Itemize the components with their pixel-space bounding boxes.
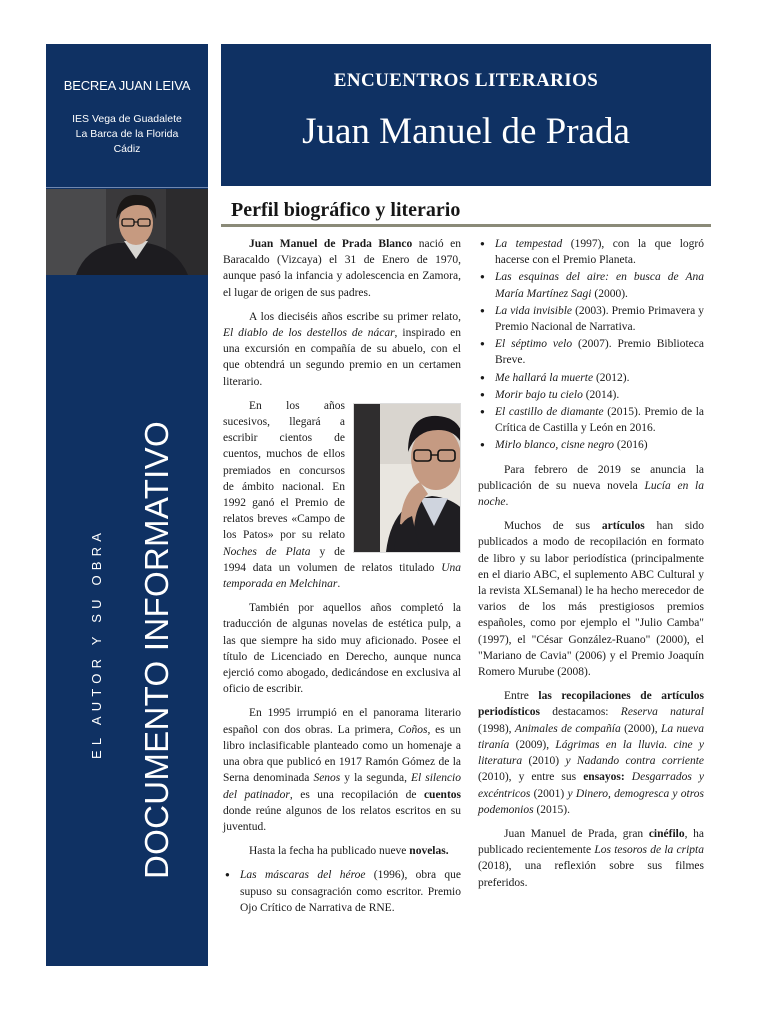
text-span: destacamos: bbox=[539, 706, 621, 719]
paragraph-short-stories bbox=[223, 398, 461, 592]
school-name: IES Vega de Guadalete bbox=[72, 113, 182, 125]
right-column bbox=[478, 236, 704, 899]
document-subject-vertical: EL AUTOR Y SU OBRA bbox=[89, 527, 104, 759]
text-span: (2016) bbox=[614, 439, 648, 452]
text-span: Entre bbox=[504, 690, 539, 703]
work-title: Mirlo blanco, cisne negro bbox=[495, 439, 615, 452]
text-span: Muchos de sus bbox=[504, 520, 602, 533]
paragraph-1995 bbox=[223, 705, 461, 835]
sidebar-panel bbox=[46, 44, 208, 966]
list-item bbox=[478, 303, 704, 335]
work-title: Animales de compañía bbox=[514, 722, 621, 735]
text-span: (2010) bbox=[522, 755, 566, 768]
document-type-vertical: DOCUMENTO INFORMATIVO bbox=[138, 421, 175, 879]
text-span: (2015). Premio de la Crítica de Castilla y León en 2016. bbox=[495, 406, 704, 435]
text-span: , ha publicado recientemente bbox=[478, 827, 704, 857]
work-title: Coños bbox=[398, 723, 428, 736]
author-full-name: Juan Manuel de Prada Blanco bbox=[249, 238, 413, 250]
paragraph-articles bbox=[478, 518, 704, 680]
paragraph-upcoming-novel bbox=[478, 462, 704, 511]
text-span: En 1995 irrumpió en el panorama literario español con dos obras. La primera, bbox=[223, 707, 461, 736]
text-span: En los años sucesivos, llegará a escribir cientos de cuentos, muchos de ellos premiados en concursos de ámbito nacional. En 1992 ganó el Premio de relatos breves «Campo de los Patos» por su relato bbox=[223, 399, 345, 542]
header-title: Juan Manuel de Prada bbox=[302, 111, 630, 152]
bold-term: artículos bbox=[601, 520, 645, 533]
sidebar-divider bbox=[46, 187, 208, 188]
list-item bbox=[478, 404, 704, 436]
novel-list-start bbox=[223, 867, 461, 916]
work-title: El diablo de los destellos de nácar bbox=[223, 327, 395, 340]
list-item bbox=[478, 437, 704, 453]
text-span: (2010), y entre sus bbox=[478, 771, 584, 784]
text-span: , inspirado en una excursión en compañía de su abuelo, con el que obtendrá un segundo premio en un certamen literario. bbox=[223, 327, 461, 388]
text-span: (2014). bbox=[582, 388, 620, 401]
text-span: (1998), bbox=[478, 722, 515, 735]
text-span: . bbox=[337, 578, 341, 591]
list-item bbox=[478, 387, 704, 403]
text-span: (2009), bbox=[509, 738, 556, 751]
school-province: Cádiz bbox=[113, 143, 141, 155]
work-title: y Nadando contra corriente bbox=[565, 755, 704, 768]
header-banner bbox=[221, 44, 711, 186]
work-title: Reserva natural bbox=[620, 706, 705, 719]
header-subtitle: ENCUENTROS LITERARIOS bbox=[333, 70, 599, 91]
text-span: , es un libro inclasificable planteado como un homenaje a una obra que publicó en 1917 Ramón Gómez de la Serna denominada bbox=[223, 723, 461, 785]
bold-term: cinéfilo bbox=[648, 827, 685, 840]
text-span: (2000). bbox=[591, 287, 628, 300]
work-title: Lágrimas en la lluvia. cine y literatura bbox=[478, 738, 704, 768]
text-span: (2015). bbox=[533, 803, 571, 816]
work-title: Lucía en la noche bbox=[478, 479, 704, 509]
work-title: Noches de Plata bbox=[223, 545, 311, 558]
bold-term: las recopilaciones de artículos periodísticos bbox=[478, 690, 705, 719]
text-span: (2003). Premio Primavera y Premio Nacional de Narrativa. bbox=[495, 304, 704, 334]
text-span: han sido publicados a modo de recopilación en formato de libro y su labor periodística (principalmente en el diario ABC, el suplemento ABC Cultural y la revista XLSemanal) le ha hecho merecedor de varios de los más prestigiosos premios españoles, como por ejemplo el "Julio Camba" (1997), el "César González-Ruano" (2000), el "Mariano de Cavia" (2006) y el Premio Joaquín Romero Murube (2008). bbox=[478, 520, 704, 679]
list-item bbox=[478, 336, 704, 368]
work-title: Me hallará la muerte bbox=[495, 371, 594, 384]
work-title: Las máscaras del héroe bbox=[240, 869, 366, 882]
bold-term: cuentos bbox=[423, 788, 462, 801]
bold-term: novelas. bbox=[409, 845, 449, 858]
text-span: (2000), bbox=[620, 722, 661, 735]
work-title: El silencio del patinador bbox=[223, 772, 461, 801]
paragraph-birth bbox=[223, 236, 461, 301]
list-item bbox=[478, 370, 704, 386]
text-span: (1997), con la que logró hacerse con el Premio Planeta. bbox=[495, 238, 704, 267]
author-portrait-image bbox=[46, 189, 208, 275]
work-title: La vida invisible bbox=[495, 304, 573, 317]
list-item bbox=[478, 236, 704, 268]
school-info bbox=[46, 112, 208, 157]
text-span bbox=[625, 771, 632, 783]
text-span: nació en Baracaldo (Vizcaya) el 31 de Enero de 1970, aunque pasó la infancia y adolescencia en Zamora, el lugar de origen de sus padres. bbox=[223, 238, 461, 299]
text-span: A los dieciséis años escribe su primer relato, bbox=[249, 310, 461, 323]
text-span: Hasta la fecha ha publicado nueve bbox=[249, 845, 410, 858]
work-title: Desgarrados y excéntricos bbox=[478, 771, 705, 800]
section-rule bbox=[221, 224, 711, 227]
text-span: (2018), una reflexión sobre sus filmes preferidos. bbox=[478, 860, 704, 889]
text-span: Juan Manuel de Prada, gran bbox=[504, 827, 649, 840]
work-title: Los tesoros de la cripta bbox=[594, 844, 704, 857]
text-span: y la segunda, bbox=[340, 772, 411, 785]
text-span: (2001) bbox=[530, 787, 568, 800]
work-title: La tempestad bbox=[495, 238, 563, 250]
work-title: Las esquinas del aire: en busca de Ana María Martínez Sagi bbox=[495, 271, 704, 300]
text-span: (2007). Premio Biblioteca Breve. bbox=[495, 338, 704, 367]
work-title: El séptimo velo bbox=[495, 338, 573, 351]
text-span: , es una recopilación de bbox=[289, 788, 424, 801]
work-title: Senos bbox=[313, 772, 341, 785]
work-title: La nueva tiranía bbox=[478, 722, 704, 751]
work-title: Una temporada en Melchinar bbox=[223, 561, 461, 591]
paragraph-cinephile bbox=[478, 826, 704, 891]
left-column bbox=[223, 236, 461, 917]
text-span: (1996), obra que supuso su consagración como escritor. Premio Ojo Crítico de Narrativa de RNE. bbox=[240, 869, 461, 914]
paragraph-first-story bbox=[223, 309, 461, 390]
paragraph-translation: También por aquellos años completó la traducción de algunas novelas de estética pulp, a las que siempre ha sido muy aficionado. Posee el título de Licenciado en Derecho, aunque nunca ejerció como abogado, dedicándose en exclusiva al oficio de escribir. bbox=[223, 602, 461, 696]
work-title: y Dinero, demogresca y otros podemonios bbox=[478, 787, 704, 816]
work-title: Morir bajo tu cielo bbox=[495, 388, 583, 401]
text-span: . bbox=[505, 496, 509, 509]
paragraph-novels-intro bbox=[223, 843, 461, 859]
text-span: donde reúne algunos de los relatos escritos en su juventud. bbox=[223, 804, 461, 833]
list-item bbox=[223, 867, 461, 916]
text-span: Para febrero de 2019 se anuncia la publicación de su nueva novela bbox=[478, 463, 704, 492]
school-town: La Barca de la Florida bbox=[75, 128, 179, 140]
author-portrait-photo bbox=[353, 403, 461, 553]
work-title: El castillo de diamante bbox=[495, 406, 604, 419]
list-item bbox=[478, 269, 704, 301]
bold-term: ensayos: bbox=[583, 771, 625, 784]
novel-list bbox=[478, 236, 704, 454]
text-span: (2012). bbox=[593, 371, 630, 384]
section-title: Perfil biográfico y literario bbox=[231, 199, 461, 221]
library-name: BECREA JUAN LEIVA bbox=[63, 78, 191, 93]
text-span: y de 1994 data un volumen de relatos titulado bbox=[223, 545, 442, 574]
paragraph-compilations bbox=[478, 688, 704, 818]
